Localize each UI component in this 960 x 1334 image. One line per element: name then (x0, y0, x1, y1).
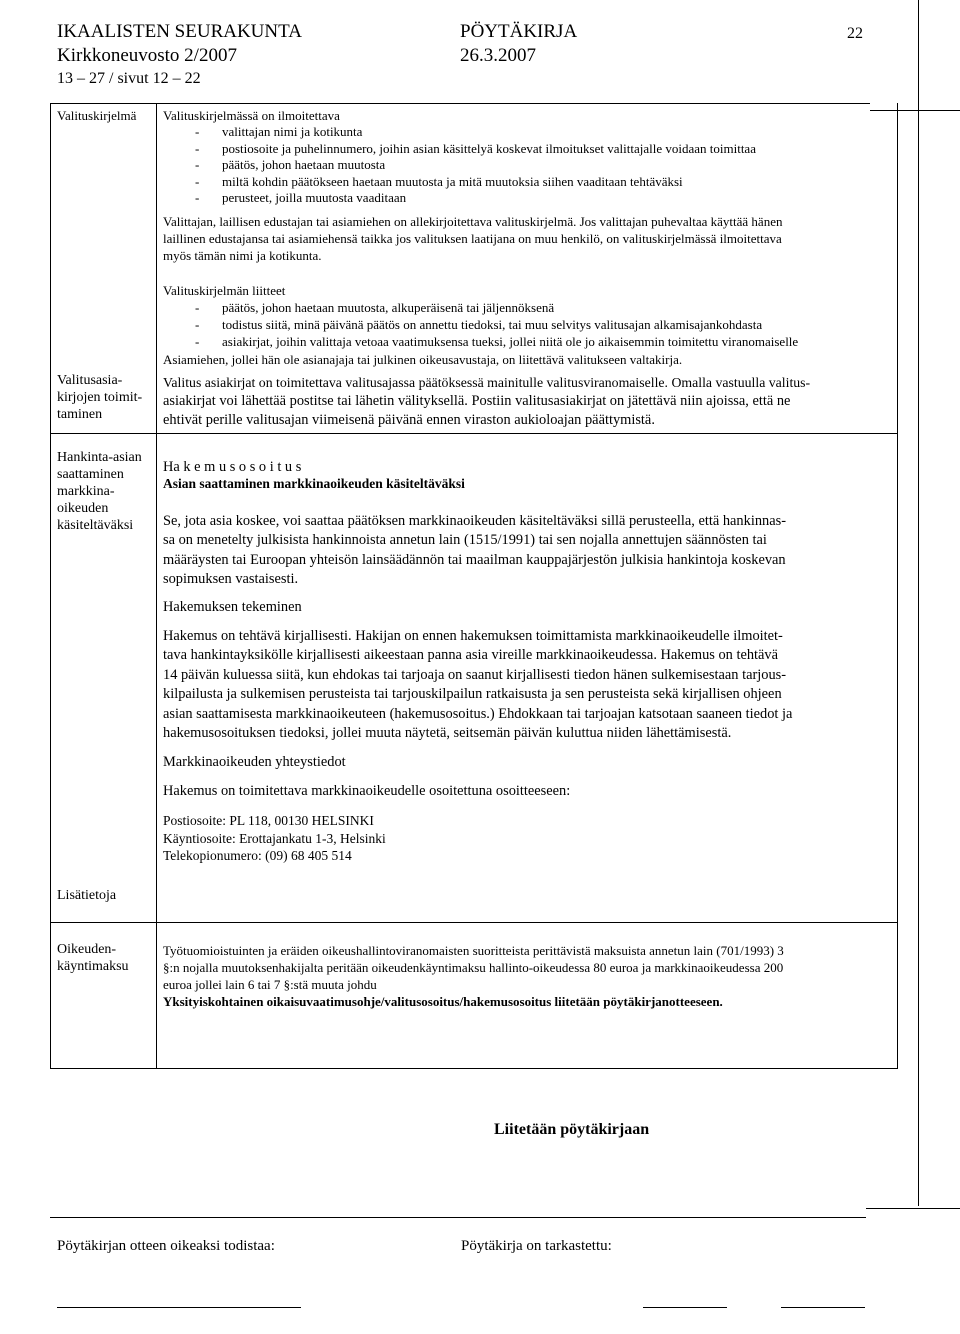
meeting-name: Kirkkoneuvosto 2/2007 (57, 45, 237, 66)
yhteystiedot-title: Markkinaoikeuden yhteystiedot (163, 754, 346, 770)
row-divider (50, 433, 898, 434)
footer-rule-ext (866, 1208, 960, 1209)
hakemusosoitus-title: Ha k e m u s o s o i t u s (163, 459, 302, 475)
table-bottom-rule (50, 1068, 898, 1069)
otteen-label: Pöytäkirjan otteen oikeaksi todistaa: (57, 1238, 275, 1254)
tekeminen-title: Hakemuksen tekeminen (163, 599, 302, 615)
list-item: - asiakirjat, joihin valittaja vetoaa vaatimuksensa tueksi, jollei niitä ole jo aikaisemmin toimitettu viranomaiselle (195, 334, 799, 349)
osoite-intro: Hakemus on toimitettava markkinaoikeudelle osoitettuna osoitteeseen: (163, 783, 571, 799)
label-valitusasiakirjat: Valitusasia- kirjojen toimit- taminen (57, 373, 143, 422)
list-item: - päätös, johon haetaan muutosta (195, 157, 386, 172)
signature-line (643, 1307, 727, 1308)
label-hankinta: Hankinta-asian saattaminen markkina- oikeuden käsiteltäväksi (57, 450, 142, 533)
postiosoite: Postiosoite: PL 118, 00130 HELSINKI (163, 813, 374, 828)
telekopio: Telekopionumero: (09) 68 405 514 (163, 848, 352, 863)
table-top-rule (50, 103, 870, 104)
page-border-right (918, 0, 919, 1206)
kayntiosoite: Käyntiosoite: Erottajankatu 1-3, Helsinki (163, 830, 386, 846)
table-right-border (897, 103, 898, 1069)
asiamies-text: Asiamiehen, jollei hän ole asianajaja tai julkinen oikeusavustaja, on liitettävä valitukseen valtakirja. (163, 352, 683, 367)
list-item: - postiosoite ja puhelinnumero, joihin asian käsittelyä koskevat ilmoitukset valittajalle voidaan toimittaa (195, 140, 756, 156)
footer-rule (50, 1217, 866, 1218)
table-column-divider (156, 103, 157, 1069)
list-item: - todistus siitä, minä päivänä päätös on annettu tiedoksi, tai muu selvitys valitusajan alkamisajankohdasta (195, 317, 763, 332)
org-name: IKAALISTEN SEURAKUNTA (57, 21, 302, 42)
liitteet-list (163, 300, 893, 354)
allekirjoitus-text: Valittajan, laillisen edustajan tai asiamiehen on allekirjoitettava valituskirjelmä. Jos valittajan puhevaltaa käyttää hänen (163, 214, 783, 229)
maksu-block: Työtuomioistuinten ja eräiden oikeushallintoviranomaisten suoritteista perittävistä maksuista annetun lain (701/1993) 3 §:n nojalla muutoksenhakijalta peritään oikeudenkäyntimaksu hallinto-oikeudessa 80 euroa ja markkinaoikeudessa 200 euroa jollei lain 6 tai 7 §:stä muuta johdu Yksityiskohtainen oikaisuvaatimusohje/valitusosoitus/hakemusosoitus liitetään pöytäkirjanotteeseen. (163, 943, 784, 1009)
list-item: - perusteet, joilla muutosta vaaditaan (195, 190, 407, 205)
page-range: 13 – 27 / sivut 12 – 22 (57, 70, 201, 87)
hankinta-para-2: Hakemus on tehtävä kirjallisesti. Hakijan on ennen hakemuksen toimittamista markkinaoikeudelle ilmoitet- tava hankintayksikölle kirjallisesti aikeestaan panna asia vireille markkinaoikeudessa. Hakemus on tehtävä 14 päivän kuluessa siitä, kun ehdokas tai tarjoaja on saanut kirjallisesti tiedon hänen sulkemisestaan tarjous- kilpailusta ja sulkemisen perusteista tai tarjouskilpailun ratkaisusta ja sen perusteista sekä kirjallisen ohjeen asian saattamisesta markkinaoikeuteen (hakemusosoitus.) Ehdokkaan tai tarjoajan katsotaan saaneen tiedot ja hakemusosoituksen tiedoksi, jollei muuta näytetä, seitsemän päivän kuluttua niiden lähettämisestä. (163, 628, 793, 742)
contact-block (163, 812, 386, 865)
liitetaan-heading: Liitetään pöytäkirjaan (494, 1121, 650, 1138)
row-divider (50, 922, 898, 923)
signature-line (57, 1307, 301, 1308)
label-valituskirjelma: Valituskirjelmä (57, 108, 137, 123)
meeting-date: 26.3.2007 (460, 45, 536, 66)
doc-type: PÖYTÄKIRJA (460, 21, 578, 42)
toimittaminen-line-2: asiakirjat voi lähettää postitse tai lähetin välityksellä. Postiin valitusasiakirjat on jätettävä niin ajoissa, että ne (163, 393, 791, 409)
table-left-border (50, 103, 51, 1069)
liitteet-title: Valituskirjelmän liitteet (163, 283, 286, 298)
label-oikeudenkayntimaksu: Oikeuden- käyntimaksu (57, 942, 129, 974)
hankinta-para-1: Se, jota asia koskee, voi saattaa päätöksen markkinaoikeuden käsiteltäväksi sillä perusteella, että hankinnas- sa on menetelty julkisista hankinnoista annetun lain (1515/1991) tai sen nojalla annettujen säännösten tai määräysten tai Euroopan yhteisön lainsäädännön tai maailman kauppajärjestön julkisia hankintoja koskevan sopimuksen vastaisesti. (163, 513, 786, 588)
toimittaminen-line-3: ehtivät perille valitusajan viimeisenä päivänä ennen viraston aukioloajan päättymistä. (163, 412, 655, 428)
toimittaminen-line-1: Valitus asiakirjat on toimitettava valitusajassa päätöksessä mainitulle valitusviranomaiselle. Omalla vastuulla valitus- (163, 375, 811, 390)
kotikunta-text: myös tämän nimi ja kotikunta. (163, 248, 322, 263)
edustaja-text: laillinen edustajansa tai asiamiehensä taikka jos valituksen laatijana on muu henkilö, on valituskirjelmässä ilmoitettava (163, 231, 782, 246)
list-item: - miltä kohdin päätökseen haetaan muutosta ja mitä muutoksia siihen vaaditaan tehtäväksi (195, 173, 683, 189)
list-item: - päätös, johon haetaan muutosta, alkuperäisenä tai jäljennöksenä (195, 300, 555, 315)
valituskirjelma-list (163, 124, 883, 214)
hankinta-bold-title: Asian saattaminen markkinaoikeuden käsiteltäväksi (163, 476, 465, 491)
page-number: 22 (847, 25, 863, 42)
label-lisatietoja: Lisätietoja (57, 888, 117, 903)
table-top-rule-ext (870, 110, 960, 111)
tarkastettu-label: Pöytäkirja on tarkastettu: (461, 1238, 612, 1254)
signature-line (781, 1307, 865, 1308)
valituskirjelma-intro: Valituskirjelmässä on ilmoitettava (163, 108, 340, 123)
list-item: - valittajan nimi ja kotikunta (195, 124, 363, 139)
